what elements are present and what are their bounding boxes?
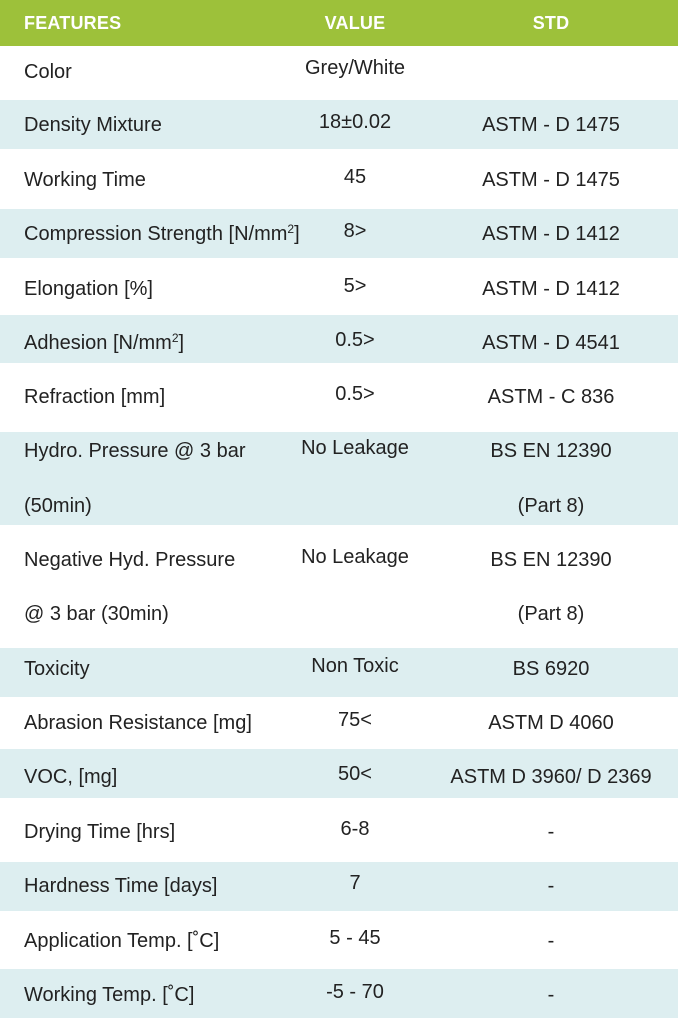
table-row bbox=[0, 798, 678, 862]
feature-cell: Toxicity bbox=[24, 658, 90, 680]
value-cell: No Leakage bbox=[301, 546, 409, 568]
superscript: 2 bbox=[171, 331, 179, 345]
feature-text: Compression Strength [N/mm bbox=[24, 223, 288, 245]
table-row bbox=[0, 100, 678, 149]
std-cell: - bbox=[547, 930, 555, 952]
std-cell: BS EN 12390 bbox=[490, 549, 612, 571]
std-cell: BS EN 12390 bbox=[490, 440, 612, 462]
value-cell: 18±0.02 bbox=[318, 111, 392, 133]
table-row bbox=[0, 697, 678, 749]
feature-cell: Working Temp. [˚C] bbox=[24, 984, 195, 1006]
value-cell: No Leakage bbox=[301, 437, 409, 459]
table-row bbox=[0, 363, 678, 432]
std-cell-line2: (Part 8) bbox=[517, 603, 585, 625]
feature-cell bbox=[24, 331, 184, 355]
feature-text: Adhesion [N/mm bbox=[24, 332, 172, 354]
std-cell: BS 6920 bbox=[512, 658, 590, 680]
value-cell: 0.5> bbox=[335, 383, 375, 405]
header-features: FEATURES bbox=[24, 13, 122, 33]
table-row bbox=[0, 258, 678, 315]
table-row bbox=[0, 969, 678, 1018]
std-cell: ASTM - D 1475 bbox=[482, 114, 620, 136]
feature-cell: Hydro. Pressure @ 3 bar bbox=[24, 440, 246, 462]
table-row bbox=[0, 648, 678, 697]
std-cell: ASTM D 4060 bbox=[488, 712, 614, 734]
std-cell: ASTM - D 1412 bbox=[482, 223, 620, 245]
value-cell: 5> bbox=[343, 275, 367, 297]
std-cell: ASTM D 3960/ D 2369 bbox=[450, 766, 652, 788]
feature-cell bbox=[24, 222, 300, 246]
std-cell-line2: (Part 8) bbox=[517, 495, 585, 517]
value-cell: 7 bbox=[349, 872, 361, 894]
value-cell: 45 bbox=[343, 166, 367, 188]
feature-cell: Refraction [mm] bbox=[24, 386, 166, 408]
feature-cell: Application Temp. [˚C] bbox=[24, 930, 220, 952]
table-row bbox=[0, 209, 678, 258]
table-row bbox=[0, 862, 678, 911]
table-row bbox=[0, 432, 678, 525]
value-cell: 0.5> bbox=[335, 329, 375, 351]
feature-cell: Hardness Time [days] bbox=[24, 875, 218, 897]
header-std: STD bbox=[532, 13, 570, 33]
feature-text-after: ] bbox=[294, 223, 300, 245]
table-row bbox=[0, 315, 678, 363]
feature-cell-line2: (50min) bbox=[24, 495, 92, 517]
std-cell: - bbox=[547, 984, 555, 1006]
feature-text-after: ] bbox=[178, 332, 185, 354]
feature-cell: VOC, [mg] bbox=[24, 766, 118, 788]
superscript: 2 bbox=[287, 222, 295, 236]
value-cell: 6-8 bbox=[340, 818, 370, 840]
feature-cell: Color bbox=[24, 61, 72, 83]
table-row bbox=[0, 46, 678, 100]
table-header bbox=[0, 0, 678, 46]
std-cell: - bbox=[547, 821, 555, 843]
std-cell: ASTM - C 836 bbox=[487, 386, 615, 408]
feature-cell: Working Time bbox=[24, 169, 146, 191]
std-cell: ASTM - D 1475 bbox=[482, 169, 620, 191]
feature-cell: Drying Time [hrs] bbox=[24, 821, 176, 843]
header-value: VALUE bbox=[324, 13, 386, 33]
feature-cell-line2: @ 3 bar (30min) bbox=[24, 603, 169, 625]
value-cell: -5 - 70 bbox=[326, 981, 384, 1003]
value-cell: 8> bbox=[343, 220, 367, 242]
feature-cell: Elongation [%] bbox=[24, 278, 153, 300]
feature-cell: Negative Hyd. Pressure bbox=[24, 549, 236, 571]
value-cell: Non Toxic bbox=[311, 655, 399, 677]
feature-cell: Density Mixture bbox=[24, 114, 162, 136]
value-cell: 5 - 45 bbox=[329, 927, 381, 949]
table-row bbox=[0, 525, 678, 648]
table-row bbox=[0, 749, 678, 798]
std-cell: - bbox=[547, 875, 555, 897]
value-cell: 50< bbox=[338, 763, 372, 785]
value-cell: Grey/White bbox=[304, 57, 406, 79]
value-cell: 75< bbox=[338, 709, 372, 731]
table-row bbox=[0, 911, 678, 969]
std-cell: ASTM - D 1412 bbox=[482, 278, 620, 300]
std-cell: ASTM - D 4541 bbox=[482, 332, 620, 354]
table-row bbox=[0, 149, 678, 209]
feature-cell: Abrasion Resistance [mg] bbox=[24, 712, 252, 734]
